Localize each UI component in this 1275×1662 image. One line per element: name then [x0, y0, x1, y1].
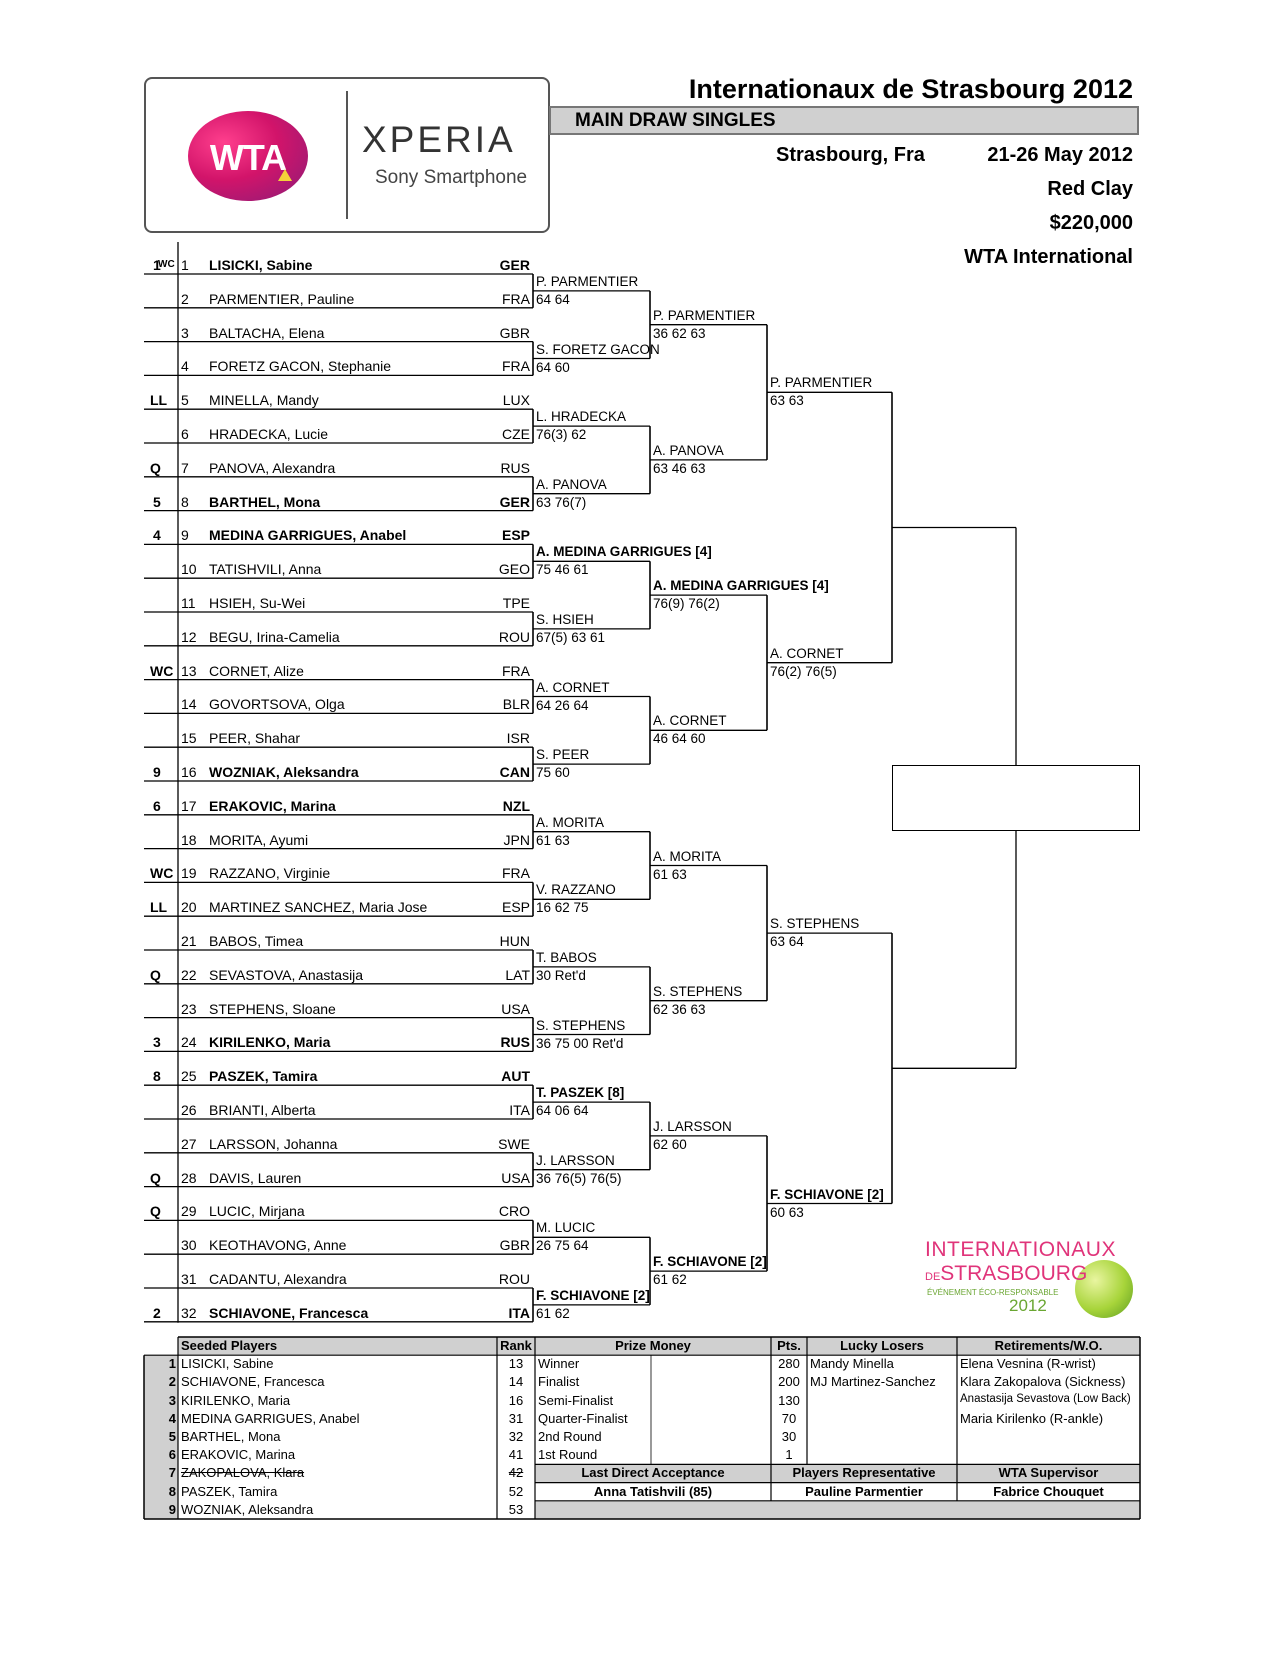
match-winner: A. CORNET [770, 645, 844, 661]
tournament-title: Internationaux de Strasbourg 2012 [688, 74, 1133, 104]
seed-number: 2 [168, 1374, 176, 1390]
prize-round: 1st Round [538, 1447, 598, 1463]
seed-player-name: BARTHEL, Mona [181, 1429, 281, 1444]
match-score: 16 62 75 [536, 900, 589, 916]
retirement-entry: Elena Vesnina (R-wrist) [960, 1356, 1096, 1372]
player-country: ROU [498, 628, 530, 645]
player-country: ESP [501, 527, 530, 544]
player-country: AUT [501, 1068, 530, 1085]
prize-round: Winner [538, 1356, 580, 1372]
player-name: PANOVA, Alexandra [209, 459, 336, 476]
player-entry-tag: WC [158, 259, 175, 270]
player-name: MARTINEZ SANCHEZ, Maria Jose [209, 899, 428, 916]
player-country: FRA [502, 865, 530, 882]
player-country: ISR [506, 730, 530, 747]
player-country: GEO [498, 561, 530, 578]
player-draw-number: 30 [181, 1237, 197, 1254]
prize-money-header: Prize Money [615, 1338, 691, 1353]
seed-rank: 53 [508, 1501, 524, 1517]
player-country: FRA [502, 358, 530, 375]
match-score: 76(3) 62 [536, 427, 587, 443]
player-draw-number: 24 [181, 1034, 197, 1051]
seed-player-name: KIRILENKO, Maria [181, 1392, 291, 1408]
seed-rank: 42 [508, 1465, 524, 1481]
match-winner: A. CORNET [536, 679, 610, 695]
match-score: 63 46 63 [653, 460, 706, 476]
champion-box [892, 765, 1140, 831]
retirement-entry: Maria Kirilenko (R-ankle) [960, 1410, 1104, 1426]
prize-round: Semi-Finalist [538, 1392, 614, 1408]
seed-number: 9 [168, 1501, 176, 1517]
match-winner: F. SCHIAVONE [2] [770, 1186, 884, 1202]
player-country: GBR [499, 324, 530, 341]
seed-rank: 31 [508, 1410, 524, 1426]
match-winner: A. PANOVA [536, 476, 607, 492]
prize-points: 200 [778, 1374, 800, 1390]
match-score: 62 60 [653, 1136, 687, 1152]
match-winner: P. PARMENTIER [536, 273, 639, 289]
match-winner: P. PARMENTIER [770, 375, 873, 391]
prize-round: 2nd Round [538, 1429, 602, 1444]
match-winner: S. FORETZ GACON [536, 341, 660, 357]
player-name: LISICKI, Sabine [209, 257, 313, 273]
match-score: 76(9) 76(2) [653, 596, 720, 612]
player-country: GER [499, 493, 530, 510]
seed-rank: 52 [508, 1483, 524, 1499]
last-direct-acceptance-value: Anna Tatishvili (85) [593, 1483, 713, 1499]
seed-number: 7 [168, 1465, 176, 1481]
match-score: 36 62 63 [653, 325, 706, 341]
event-logo-year: 2012 [1009, 1296, 1047, 1315]
player-draw-number: 23 [181, 1000, 197, 1017]
match-score: 61 63 [653, 866, 687, 882]
player-seed: 2 [153, 1304, 161, 1321]
player-country: TPE [502, 595, 530, 611]
event-logo-de: DE [925, 1271, 941, 1283]
player-name: BALTACHA, Elena [209, 324, 325, 341]
player-country: GER [499, 257, 530, 273]
event-logo-city: STRASBOURG [940, 1262, 1088, 1285]
player-country: FRA [502, 662, 530, 679]
player-entry-tag: WC [150, 865, 174, 882]
player-country: ITA [508, 1304, 530, 1321]
match-winner: M. LUCIC [536, 1220, 596, 1236]
player-seed: 1 [153, 257, 161, 273]
player-draw-number: 22 [181, 966, 197, 983]
player-draw-number: 9 [181, 527, 189, 544]
match-winner: A. MEDINA GARRIGUES [4] [653, 578, 829, 594]
player-draw-number: 20 [181, 899, 197, 916]
seed-player-name: WOZNIAK, Aleksandra [181, 1501, 314, 1517]
player-draw-number: 14 [181, 696, 197, 713]
players-representative-value: Pauline Parmentier [805, 1483, 923, 1499]
player-name: HRADECKA, Lucie [209, 426, 329, 442]
player-country: FRA [502, 290, 530, 307]
player-country: JPN [503, 831, 530, 848]
player-name: MEDINA GARRIGUES, Anabel [209, 527, 407, 544]
player-name: KEOTHAVONG, Anne [209, 1237, 347, 1254]
player-country: NZL [502, 797, 530, 814]
player-entry-tag: Q [150, 1169, 161, 1186]
sponsor-subtitle: Sony Smartphone [375, 167, 528, 188]
player-country: HUN [499, 933, 530, 949]
match-winner: F. SCHIAVONE [2] [536, 1287, 650, 1303]
retirement-entry: Anastasija Sevastova (Low Back) [960, 1392, 1131, 1405]
seed-player-name: SCHIAVONE, Francesca [181, 1374, 325, 1390]
match-score: 64 06 64 [536, 1103, 589, 1119]
player-draw-number: 32 [181, 1304, 197, 1321]
prize-points: 70 [781, 1410, 797, 1426]
seed-rank: 14 [508, 1374, 524, 1390]
player-name: WOZNIAK, Aleksandra [209, 764, 359, 780]
player-draw-number: 19 [181, 865, 197, 882]
player-name: ERAKOVIC, Marina [209, 797, 336, 814]
match-winner: S. HSIEH [536, 611, 594, 627]
match-score: 64 60 [536, 359, 570, 375]
last-direct-acceptance-header: Last Direct Acceptance [581, 1465, 725, 1481]
match-winner: A. PANOVA [653, 442, 724, 458]
seed-number: 5 [168, 1429, 176, 1444]
retirements-header: Retirements/W.O. [994, 1338, 1103, 1353]
match-winner: S. PEER [536, 747, 590, 763]
match-score: 60 63 [770, 1204, 804, 1220]
player-name: KIRILENKO, Maria [209, 1034, 331, 1051]
seed-number: 1 [168, 1356, 176, 1372]
seed-player-name: LISICKI, Sabine [181, 1356, 274, 1372]
player-name: BRIANTI, Alberta [209, 1102, 316, 1118]
event-logo [905, 1238, 1145, 1328]
seed-rank: 16 [508, 1392, 524, 1408]
match-winner: L. HRADECKA [536, 409, 627, 425]
player-country: GBR [499, 1237, 530, 1254]
wta-supervisor-header: WTA Supervisor [998, 1465, 1099, 1481]
prize-points: 30 [781, 1429, 797, 1444]
seed-rank: 41 [508, 1447, 524, 1463]
lucky-losers-header: Lucky Losers [840, 1338, 924, 1353]
match-score: 30 Ret'd [536, 967, 586, 983]
event-logo-line1: INTERNATIONAUX [925, 1238, 1116, 1261]
player-entry-tag: Q [150, 1203, 161, 1220]
player-country: LAT [505, 966, 530, 983]
match-winner: S. STEPHENS [770, 916, 860, 932]
player-draw-number: 3 [181, 324, 189, 341]
player-country: SWE [498, 1135, 530, 1152]
player-draw-number: 29 [181, 1203, 197, 1220]
player-name: BABOS, Timea [209, 933, 304, 949]
player-draw-number: 16 [181, 764, 197, 780]
points-header: Pts. [777, 1338, 801, 1353]
player-country: ESP [501, 899, 530, 916]
player-name: LUCIC, Mirjana [209, 1203, 305, 1220]
player-country: USA [501, 1169, 530, 1186]
rank-header: Rank [500, 1338, 532, 1353]
player-country: RUS [500, 459, 530, 476]
player-draw-number: 31 [181, 1271, 197, 1287]
seed-player-name: PASZEK, Tamira [181, 1483, 278, 1499]
tournament-dates: 21-26 May 2012 [987, 144, 1133, 166]
player-name: PEER, Shahar [209, 730, 301, 747]
match-winner: F. SCHIAVONE [2] [653, 1254, 767, 1270]
seed-rank: 32 [508, 1429, 524, 1444]
player-draw-number: 11 [181, 595, 196, 611]
tournament-city: Strasbourg, Fra [776, 144, 925, 166]
player-seed: 6 [153, 797, 161, 814]
match-score: 26 75 64 [536, 1238, 589, 1254]
player-draw-number: 15 [181, 730, 197, 747]
match-score: 61 63 [536, 832, 570, 848]
player-draw-number: 13 [181, 662, 197, 679]
seeded-players-header: Seeded Players [181, 1338, 278, 1353]
match-winner: V. RAZZANO [536, 882, 616, 898]
match-score: 67(5) 63 61 [536, 629, 606, 645]
tournament-category: WTA International [964, 246, 1133, 268]
match-score: 61 62 [653, 1272, 687, 1288]
player-seed: 3 [153, 1034, 161, 1051]
event-logo-line2 [925, 1262, 1087, 1286]
player-name: SCHIAVONE, Francesca [209, 1304, 369, 1321]
match-winner: P. PARMENTIER [653, 307, 756, 323]
player-name: DAVIS, Lauren [209, 1169, 302, 1186]
match-score: 64 26 64 [536, 697, 589, 713]
player-name: BEGU, Irina-Camelia [209, 628, 340, 645]
retirement-entry: Klara Zakopalova (Sickness) [960, 1374, 1126, 1390]
match-score: 63 63 [770, 393, 804, 409]
player-draw-number: 1 [181, 257, 189, 273]
player-draw-number: 6 [181, 426, 189, 442]
player-entry-tag: WC [150, 662, 174, 679]
seed-number: 3 [168, 1392, 176, 1408]
match-score: 63 76(7) [536, 494, 587, 510]
player-name: TATISHVILI, Anna [209, 561, 322, 578]
seed-player-name: ERAKOVIC, Marina [181, 1447, 296, 1463]
prize-round: Finalist [538, 1374, 580, 1390]
player-name: STEPHENS, Sloane [209, 1000, 336, 1017]
lucky-loser-name: Mandy Minella [810, 1356, 894, 1372]
player-name: MORITA, Ayumi [209, 831, 309, 848]
seed-number: 6 [168, 1447, 176, 1463]
player-name: RAZZANO, Virginie [209, 865, 331, 882]
player-name: CORNET, Alize [209, 662, 304, 679]
player-country: USA [501, 1000, 530, 1017]
player-name: FORETZ GACON, Stephanie [209, 358, 392, 375]
player-country: RUS [500, 1034, 530, 1051]
player-draw-number: 17 [181, 797, 197, 814]
wta-logo-text: WTA [209, 137, 287, 178]
prize-points: 1 [785, 1447, 793, 1463]
player-name: SEVASTOVA, Anastasija [209, 966, 364, 983]
prize-points: 280 [778, 1356, 800, 1372]
player-draw-number: 2 [181, 290, 189, 307]
seed-player-name: MEDINA GARRIGUES, Anabel [181, 1410, 360, 1426]
player-draw-number: 4 [181, 358, 189, 375]
player-seed: 8 [153, 1068, 161, 1085]
section-title: MAIN DRAW SINGLES [575, 110, 776, 131]
player-seed: 4 [153, 527, 161, 544]
tournament-surface: Red Clay [1047, 178, 1133, 200]
match-winner: S. STEPHENS [536, 1017, 626, 1033]
player-entry-tag: LL [150, 392, 168, 409]
match-score: 64 64 [536, 291, 570, 307]
player-name: LARSSON, Johanna [209, 1135, 338, 1152]
player-draw-number: 8 [181, 493, 189, 510]
player-draw-number: 21 [181, 933, 197, 949]
match-winner: A. CORNET [653, 713, 727, 729]
event-logo-tagline: ÉVÉNEMENT ÉCO-RESPONSABLE [927, 1288, 1059, 1297]
tournament-prize: $220,000 [1049, 212, 1133, 234]
seed-number: 8 [168, 1483, 176, 1499]
player-name: PASZEK, Tamira [209, 1068, 318, 1085]
player-country: CAN [499, 764, 530, 780]
player-entry-tag: Q [150, 459, 161, 476]
match-score: 62 36 63 [653, 1001, 706, 1017]
player-name: CADANTU, Alexandra [209, 1271, 347, 1287]
player-draw-number: 26 [181, 1102, 197, 1118]
player-name: GOVORTSOVA, Olga [209, 696, 345, 713]
player-country: BLR [502, 696, 530, 713]
player-seed: 5 [153, 493, 161, 510]
player-draw-number: 25 [181, 1068, 197, 1085]
seed-rank: 13 [508, 1356, 524, 1372]
player-country: LUX [502, 392, 530, 409]
lucky-loser-name: MJ Martinez-Sanchez [810, 1374, 936, 1390]
match-score: 46 64 60 [653, 731, 706, 747]
match-winner: A. MORITA [653, 848, 722, 864]
match-winner: J. LARSSON [653, 1118, 732, 1134]
match-score: 61 62 [536, 1305, 570, 1321]
match-score: 75 60 [536, 765, 570, 781]
player-country: ROU [498, 1271, 530, 1287]
match-score: 63 64 [770, 934, 804, 950]
player-entry-tag: Q [150, 966, 161, 983]
prize-round: Quarter-Finalist [538, 1410, 628, 1426]
wta-supervisor-value: Fabrice Chouquet [993, 1483, 1104, 1499]
match-score: 36 75 00 Ret'd [536, 1035, 624, 1051]
player-name: MINELLA, Mandy [209, 392, 319, 409]
player-draw-number: 28 [181, 1169, 197, 1186]
match-score: 36 76(5) 76(5) [536, 1170, 622, 1186]
seed-player-name: ZAKOPALOVA, Klara [181, 1465, 305, 1481]
player-draw-number: 10 [181, 561, 197, 578]
player-name: BARTHEL, Mona [209, 493, 321, 510]
player-draw-number: 5 [181, 392, 189, 409]
prize-points: 130 [778, 1392, 800, 1408]
sponsor-name: XPERIA [362, 119, 516, 160]
players-representative-header: Players Representative [792, 1465, 936, 1481]
match-winner: T. PASZEK [8] [536, 1085, 625, 1101]
player-country: CZE [502, 426, 530, 442]
match-winner: A. MEDINA GARRIGUES [4] [536, 544, 712, 560]
match-score: 76(2) 76(5) [770, 663, 837, 679]
player-draw-number: 18 [181, 831, 197, 848]
player-name: PARMENTIER, Pauline [209, 290, 355, 307]
player-country: ITA [509, 1102, 530, 1118]
player-country: CRO [498, 1203, 530, 1220]
player-name: HSIEH, Su-Wei [209, 595, 306, 611]
match-winner: T. BABOS [536, 949, 597, 965]
match-winner: S. STEPHENS [653, 983, 743, 999]
match-winner: J. LARSSON [536, 1152, 615, 1168]
player-draw-number: 27 [181, 1135, 197, 1152]
seed-number: 4 [168, 1410, 176, 1426]
player-entry-tag: LL [150, 899, 168, 916]
match-score: 75 46 61 [536, 562, 589, 578]
player-seed: 9 [153, 764, 161, 780]
match-winner: A. MORITA [536, 814, 605, 830]
player-draw-number: 7 [181, 459, 189, 476]
player-draw-number: 12 [181, 628, 197, 645]
